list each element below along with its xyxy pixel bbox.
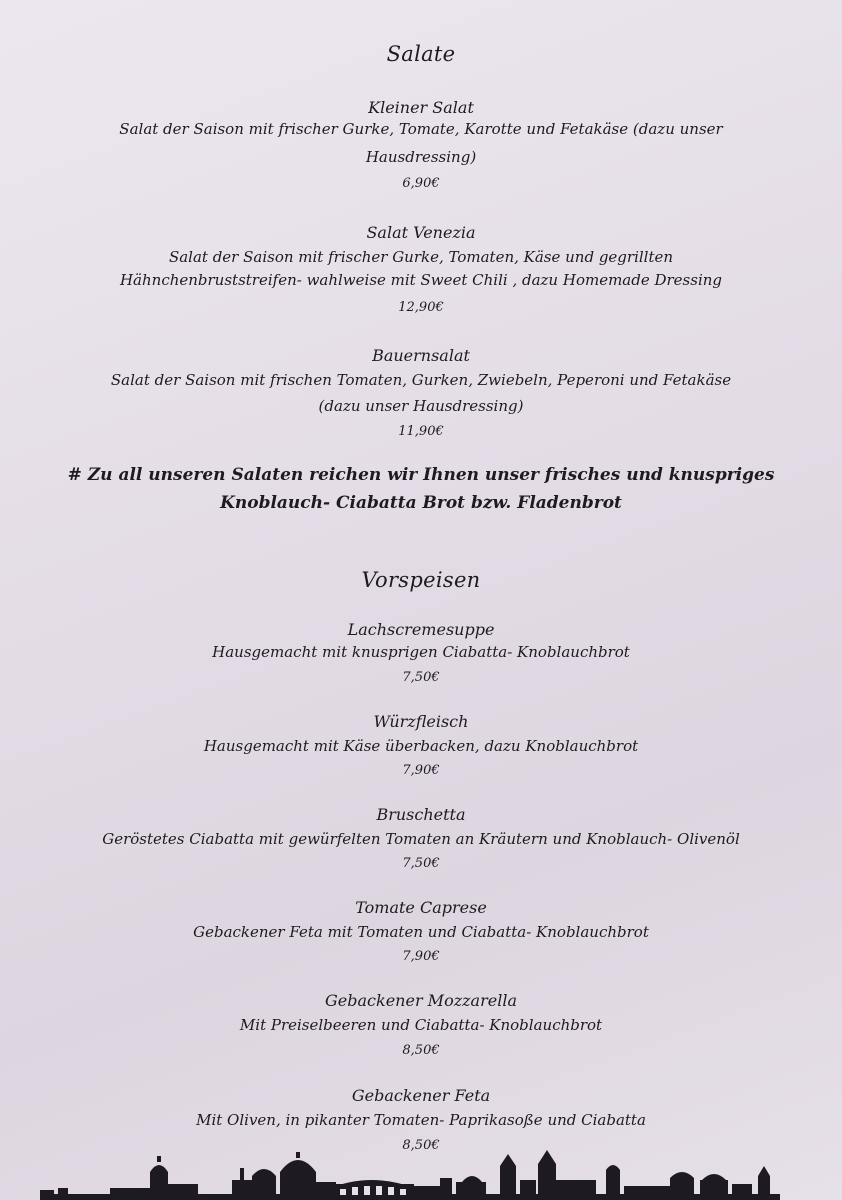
dish-description: Geröstetes Ciabatta mit gewürfelten Tomaten an Kräutern und Knoblauch- Olivenöl xyxy=(102,830,740,848)
dish-price: 7,50€ xyxy=(402,856,440,871)
dish-name: Gebackener Mozzarella xyxy=(325,991,517,1010)
dish-description: Salat der Saison mit frischen Tomaten, Gurken, Zwiebeln, Peperoni und Fetakäse xyxy=(110,371,732,389)
section-title-vorspeisen: Vorspeisen xyxy=(361,568,481,592)
dish-price: 7,90€ xyxy=(402,763,440,778)
dish-description: Hausgemacht mit knusprigen Ciabatta- Knoblauchbrot xyxy=(212,643,630,661)
dish-price: 12,90€ xyxy=(398,300,444,315)
dish-name: Kleiner Salat xyxy=(368,98,474,117)
dish-name: Salat Venezia xyxy=(366,223,476,242)
bread-note: # Zu all unseren Salaten reichen wir Ihnen unser frisches und knuspriges xyxy=(67,465,775,485)
dish-description: Hausdressing) xyxy=(365,148,477,166)
dish-description: Mit Oliven, in pikanter Tomaten- Paprikasoße und Ciabatta xyxy=(196,1111,646,1129)
dish-name: Bauernsalat xyxy=(372,346,470,365)
dish-price: 11,90€ xyxy=(398,424,444,439)
dish-description: Hähnchenbruststreifen- wahlweise mit Sweet Chili , dazu Homemade Dressing xyxy=(119,271,723,289)
dish-description: Hausgemacht mit Käse überbacken, dazu Knoblauchbrot xyxy=(203,737,639,755)
dish-price: 8,50€ xyxy=(402,1138,440,1153)
section-title-salate: Salate xyxy=(386,42,456,66)
dish-description: Salat der Saison mit frischer Gurke, Tomaten, Käse und gegrillten xyxy=(168,248,674,266)
dish-description: Salat der Saison mit frischer Gurke, Tomate, Karotte und Fetakäse (dazu unser xyxy=(119,120,723,138)
dish-name: Bruschetta xyxy=(376,805,466,824)
dish-name: Tomate Caprese xyxy=(355,898,487,917)
dish-description: Gebackener Feta mit Tomaten und Ciabatta- Knoblauchbrot xyxy=(193,923,649,941)
dish-price: 6,90€ xyxy=(402,176,440,191)
dish-description: (dazu unser Hausdressing) xyxy=(318,397,524,415)
dish-price: 7,50€ xyxy=(402,670,440,685)
dish-description: Mit Preiselbeeren und Ciabatta- Knoblauchbrot xyxy=(239,1016,603,1034)
dish-price: 8,50€ xyxy=(402,1043,440,1058)
dish-name: Lachscremesuppe xyxy=(347,620,495,639)
city-skyline-illustration xyxy=(0,1150,842,1200)
dish-name: Würzfleisch xyxy=(373,712,469,731)
bread-note: Knoblauch- Ciabatta Brot bzw. Fladenbrot xyxy=(220,493,622,513)
dish-name: Gebackener Feta xyxy=(351,1086,491,1105)
dish-price: 7,90€ xyxy=(402,949,440,964)
